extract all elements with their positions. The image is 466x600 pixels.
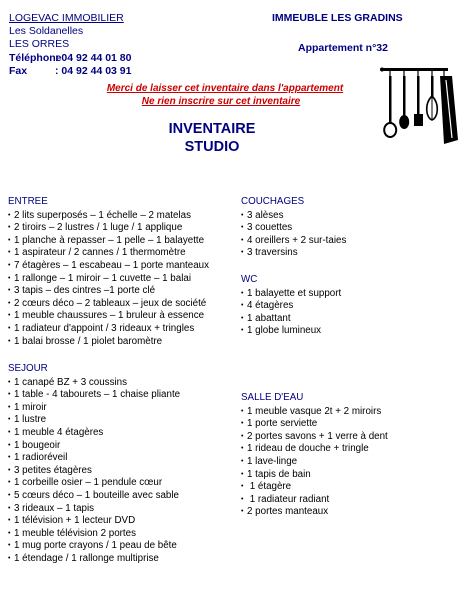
inventory-item [241, 313, 341, 326]
bullet-icon: • [241, 420, 244, 428]
bullet-icon: • [241, 236, 244, 244]
inventory-item [8, 515, 180, 528]
inventory-item [8, 377, 180, 390]
inventory-item-text: 1 miroir [14, 401, 47, 413]
inventory-item [8, 465, 180, 478]
inventory-item-text: 4 étagères [247, 300, 294, 312]
section-heading: ENTREE [8, 196, 48, 207]
bullet-icon: • [8, 517, 11, 525]
bullet-icon: • [8, 378, 11, 386]
address-line-1: Les Soldanelles [9, 25, 84, 38]
bullet-icon: • [8, 403, 11, 411]
bullet-icon: • [8, 211, 11, 219]
bullet-icon: • [8, 249, 11, 257]
inventory-item-text: 1 aspirateur / 2 cannes / 1 thermomètre [14, 247, 186, 259]
notice-leave-inventory: Merci de laisser cet inventaire dans l'appartement [106, 83, 344, 94]
inventory-item [8, 298, 209, 311]
inventory-item [8, 402, 180, 415]
bullet-icon: • [241, 211, 244, 219]
inventory-item-text: 1 meuble télévision 2 portes [14, 527, 136, 539]
inventory-item [241, 222, 346, 235]
item-list [8, 377, 180, 566]
inventory-item-text: 1 rideau de douche + tringle [247, 443, 369, 455]
inventory-item-text: 1 rallonge – 1 miroir – 1 cuvette – 1 balai [14, 272, 191, 284]
bullet-icon: • [241, 432, 244, 440]
address-line-2: LES ORRES [9, 38, 70, 51]
inventory-item [8, 310, 209, 323]
inventory-item-text: 3 petites étagères [14, 464, 92, 476]
inventory-item [8, 427, 180, 440]
fax-label: Fax [9, 64, 28, 77]
bullet-icon: • [241, 224, 244, 232]
section-entree [8, 196, 209, 348]
inventory-item-text: 1 radiateur d'appoint / 3 rideaux + tringles [14, 322, 195, 334]
bullet-icon: • [241, 327, 244, 335]
inventory-item-text: 1 planche à repasser – 1 pelle – 1 balayette [14, 234, 205, 246]
inventory-item-text: 1 mug porte crayons / 1 peau de bête [14, 540, 177, 552]
inventory-item [8, 222, 209, 235]
item-list [8, 210, 209, 349]
bullet-icon: • [8, 391, 11, 399]
inventory-item [8, 336, 209, 349]
inventory-item-text: 1 tapis de bain [247, 468, 311, 480]
inventory-item-text: 2 lits superposés – 1 échelle – 2 matelas [14, 209, 191, 221]
bullet-icon: • [8, 554, 11, 562]
building-name: IMMEUBLE LES GRADINS [272, 12, 403, 24]
inventory-item [241, 506, 388, 519]
phone-line [9, 52, 131, 65]
inventory-item [241, 406, 388, 419]
item-list [241, 288, 341, 338]
inventory-item-text: 5 cœurs déco – 1 bouteille avec sable [14, 489, 180, 501]
phone-label: Téléphone [9, 51, 62, 64]
bullet-icon: • [241, 495, 244, 503]
inventory-item [8, 553, 180, 566]
bullet-icon: • [241, 445, 244, 453]
inventory-item-text: 1 balayette et support [247, 287, 342, 299]
bullet-icon: • [8, 491, 11, 499]
inventory-item [241, 418, 388, 431]
page-subtitle: STUDIO [184, 139, 240, 155]
bullet-icon: • [8, 337, 11, 345]
bullet-icon: • [8, 441, 11, 449]
bullet-icon: • [241, 289, 244, 297]
bullet-icon: • [241, 483, 244, 491]
inventory-item-text: 3 rideaux – 1 tapis [14, 502, 95, 514]
phone-value: : 04 92 44 01 80 [55, 51, 132, 64]
inventory-item [8, 260, 209, 273]
bullet-icon: • [8, 299, 11, 307]
page-title: INVENTAIRE [168, 121, 256, 137]
section-heading: SEJOUR [8, 363, 48, 374]
inventory-item-text: 1 étagère [247, 481, 292, 493]
inventory-item-text: 3 couettes [247, 222, 293, 234]
bullet-icon: • [8, 287, 11, 295]
notice-do-not-write: Ne rien inscrire sur cet inventaire [141, 96, 301, 107]
inventory-item-text: 1 radiateur radiant [247, 493, 330, 505]
section-couchages [241, 196, 346, 260]
inventory-item [8, 273, 209, 286]
inventory-item [241, 288, 341, 301]
section-wc [241, 274, 341, 338]
inventory-item-text: 1 étendage / 1 rallonge multiprise [14, 552, 159, 564]
bullet-icon: • [8, 324, 11, 332]
inventory-item [8, 540, 180, 553]
inventory-item [241, 456, 388, 469]
inventory-item [241, 481, 388, 494]
inventory-item-text: 2 cœurs déco – 2 tableaux – jeux de société [14, 297, 207, 309]
inventory-item [8, 452, 180, 465]
inventory-item [8, 440, 180, 453]
inventory-item [241, 247, 346, 260]
inventory-item [8, 247, 209, 260]
inventory-item-text: 1 abattant [247, 312, 291, 324]
bullet-icon: • [241, 249, 244, 257]
inventory-item [8, 285, 209, 298]
inventory-item [241, 443, 388, 456]
inventory-item-text: 3 alèses [247, 209, 284, 221]
section-heading: COUCHAGES [241, 196, 305, 207]
inventory-item-text: 2 tiroirs – 2 lustres / 1 luge / 1 applique [14, 222, 183, 234]
inventory-item-text: 1 globe lumineux [247, 325, 322, 337]
inventory-item-text: 1 corbeille osier – 1 pendule cœur [14, 477, 163, 489]
item-list [241, 406, 388, 519]
inventory-item-text: 1 balai brosse / 1 piolet baromètre [14, 335, 163, 347]
fax-value: : 04 92 44 03 91 [55, 64, 132, 77]
item-list [241, 210, 346, 260]
agency-contact-block [9, 12, 131, 78]
bullet-icon: • [8, 312, 11, 320]
bullet-icon: • [8, 466, 11, 474]
inventory-item [8, 503, 180, 516]
inventory-item-text: 1 lave-linge [247, 455, 298, 467]
bullet-icon: • [8, 542, 11, 550]
bullet-icon: • [8, 428, 11, 436]
bullet-icon: • [241, 470, 244, 478]
inventory-item-text: 1 porte serviette [247, 418, 318, 430]
inventory-item [241, 494, 388, 507]
inventory-item [241, 300, 341, 313]
bullet-icon: • [8, 454, 11, 462]
bullet-icon: • [8, 224, 11, 232]
bullet-icon: • [241, 314, 244, 322]
inventory-item [8, 235, 209, 248]
section-salle-d-eau [241, 392, 388, 519]
bullet-icon: • [8, 504, 11, 512]
bullet-icon: • [8, 236, 11, 244]
inventory-item-text: 3 traversins [247, 247, 298, 259]
bullet-icon: • [8, 479, 11, 487]
inventory-item-text: 1 table - 4 tabourets – 1 chaise pliante [14, 389, 181, 401]
inventory-item [241, 431, 388, 444]
bullet-icon: • [8, 529, 11, 537]
inventory-item-text: 1 meuble vasque 2t + 2 miroirs [247, 405, 382, 417]
fax-line [9, 65, 131, 78]
inventory-item [8, 389, 180, 402]
inventory-item-text: 4 oreillers + 2 sur-taies [247, 234, 347, 246]
inventory-item-text: 1 télévision + 1 lecteur DVD [14, 515, 136, 527]
inventory-item [241, 325, 341, 338]
inventory-item-text: 3 tapis – des cintres –1 porte clé [14, 285, 156, 297]
inventory-item-text: 2 portes manteaux [247, 506, 329, 518]
section-sejour [8, 363, 180, 566]
bullet-icon: • [241, 302, 244, 310]
bullet-icon: • [8, 416, 11, 424]
bullet-icon: • [8, 274, 11, 282]
bullet-icon: • [241, 508, 244, 516]
bullet-icon: • [8, 261, 11, 269]
inventory-item [241, 210, 346, 223]
bullet-icon: • [241, 457, 244, 465]
inventory-item-text: 7 étagères – 1 escabeau – 1 porte manteaux [14, 259, 209, 271]
bullet-icon: • [241, 407, 244, 415]
inventory-item-text: 1 bougeoir [14, 439, 61, 451]
inventory-item-text: 1 radioréveil [14, 452, 68, 464]
section-heading: WC [241, 274, 258, 285]
inventory-item [8, 414, 180, 427]
inventory-item [8, 490, 180, 503]
inventory-item-text: 1 meuble 4 étagères [14, 426, 104, 438]
inventory-item-text: 1 canapé BZ + 3 coussins [14, 376, 128, 388]
inventory-item [241, 235, 346, 248]
inventory-item [8, 323, 209, 336]
apartment-number: Appartement n°32 [298, 42, 388, 54]
section-heading: SALLE D'EAU [241, 392, 304, 403]
inventory-item-text: 1 meuble chaussures – 1 bruleur à essence [14, 310, 205, 322]
inventory-item [8, 477, 180, 490]
inventory-item-text: 1 lustre [14, 414, 47, 426]
inventory-item-text: 2 portes savons + 1 verre à dent [247, 430, 388, 442]
inventory-item [241, 469, 388, 482]
company-name: LOGEVAC IMMOBILIER [9, 12, 124, 24]
inventory-item [8, 210, 209, 223]
inventory-item [8, 528, 180, 541]
